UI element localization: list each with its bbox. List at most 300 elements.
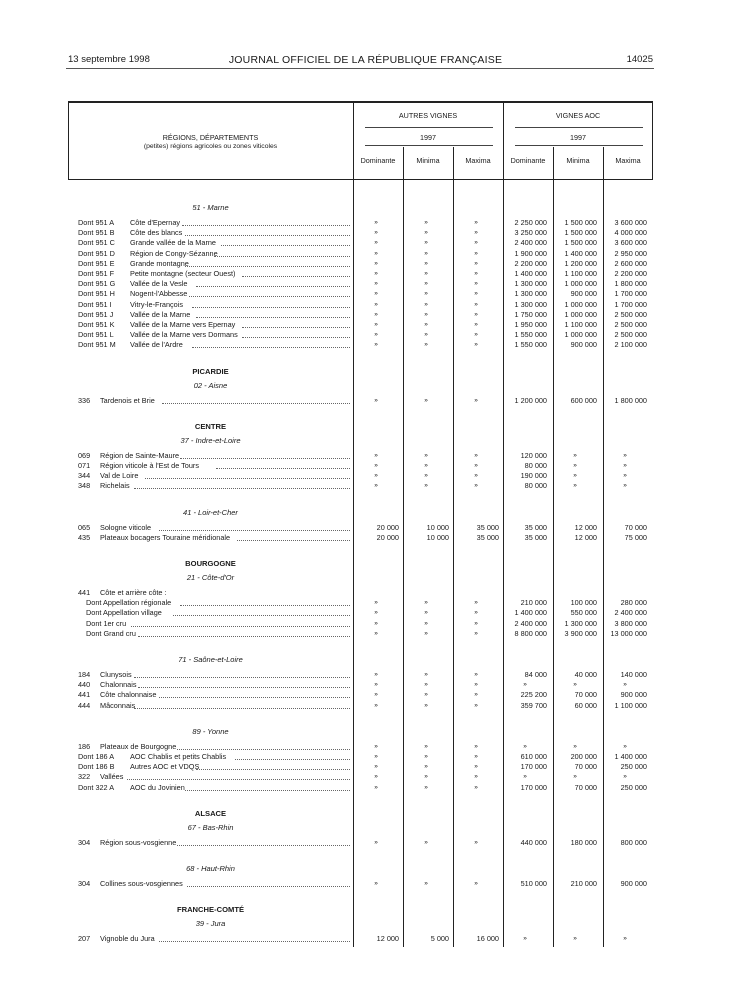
- value-autres-maxima: 35 000: [476, 532, 499, 542]
- dotted-leader: [134, 488, 350, 489]
- dotted-leader: [134, 708, 350, 709]
- year-vignes-aoc: 1997: [570, 133, 586, 142]
- value-autres-maxima: »: [474, 773, 478, 781]
- department-heading: 51 - Marne: [192, 203, 229, 212]
- value-aoc-maxima: 4 000 000: [614, 228, 647, 238]
- dotted-leader: [177, 845, 350, 846]
- dotted-leader: [214, 256, 350, 257]
- value-autres-dominante: »: [374, 249, 378, 257]
- value-aoc-minima: 1 100 000: [564, 269, 597, 278]
- value-aoc-minima: 1 400 000: [564, 248, 597, 258]
- dotted-leader: [131, 626, 350, 627]
- value-aoc-maxima: 1 400 000: [614, 752, 647, 761]
- value-aoc-dominante: 1 400 000: [514, 269, 547, 278]
- region-heading: ALSACE: [194, 808, 227, 818]
- value-aoc-dominante: »: [523, 681, 527, 689]
- row-code: 304: [78, 879, 91, 888]
- value-aoc-maxima: 1 100 000: [614, 700, 647, 710]
- value-aoc-maxima: »: [623, 773, 627, 781]
- value-autres-dominante: 20 000: [376, 532, 399, 542]
- dotted-leader: [162, 403, 350, 404]
- value-aoc-minima: »: [573, 773, 577, 781]
- value-autres-maxima: »: [474, 321, 478, 328]
- value-autres-minima: »: [424, 880, 428, 887]
- col-aoc-dominante: Dominante: [510, 156, 546, 165]
- value-autres-minima: »: [424, 310, 428, 318]
- value-autres-dominante: »: [374, 239, 378, 247]
- row-code: Dont 951 M: [78, 340, 116, 350]
- value-aoc-maxima: »: [623, 472, 627, 480]
- regions-heading: RÉGIONS, DÉPARTEMENTS: [162, 133, 259, 142]
- row-label: Chalonnais: [100, 680, 137, 690]
- value-aoc-dominante: 210 000: [520, 598, 547, 608]
- value-aoc-dominante: 1 300 000: [514, 279, 547, 289]
- row-code: 186: [78, 741, 91, 751]
- value-aoc-minima: 1 500 000: [564, 238, 597, 248]
- value-autres-dominante: »: [374, 331, 378, 339]
- row-code: 184: [78, 670, 91, 679]
- value-aoc-maxima: 250 000: [620, 762, 647, 772]
- value-aoc-minima: 1 000 000: [564, 309, 597, 319]
- dotted-leader: [242, 327, 350, 328]
- value-aoc-minima: 12 000: [574, 522, 597, 532]
- value-autres-dominante: »: [374, 341, 378, 349]
- value-aoc-maxima: 70 000: [624, 522, 647, 532]
- value-autres-maxima: »: [474, 249, 478, 257]
- value-aoc-dominante: 2 250 000: [514, 218, 547, 227]
- row-code: 441: [78, 588, 91, 597]
- value-autres-minima: »: [424, 472, 428, 480]
- value-autres-minima: »: [424, 280, 428, 288]
- dotted-leader: [134, 677, 350, 678]
- value-aoc-maxima: »: [623, 681, 627, 689]
- value-autres-dominante: »: [374, 701, 378, 709]
- dotted-leader: [182, 225, 350, 226]
- value-autres-dominante: »: [374, 270, 378, 277]
- row-code: 344: [78, 471, 91, 481]
- value-aoc-minima: 200 000: [570, 752, 597, 761]
- dotted-leader: [235, 759, 350, 760]
- value-aoc-dominante: 610 000: [520, 752, 547, 761]
- row-label: Grande montagne: [130, 258, 189, 268]
- value-aoc-maxima: 900 000: [620, 879, 647, 888]
- value-aoc-maxima: 900 000: [620, 690, 647, 700]
- value-autres-dominante: »: [374, 742, 378, 750]
- row-label: Clunysois: [100, 670, 132, 679]
- row-code: Dont 951 E: [78, 258, 115, 268]
- value-autres-maxima: »: [474, 671, 478, 678]
- row-label: Petite montagne (secteur Ouest): [130, 269, 236, 278]
- value-autres-minima: »: [424, 753, 428, 760]
- value-aoc-maxima: 140 000: [620, 670, 647, 679]
- row-code: 440: [78, 680, 91, 690]
- value-autres-dominante: »: [374, 451, 378, 459]
- value-aoc-minima: »: [573, 451, 577, 459]
- value-aoc-minima: 1 200 000: [564, 258, 597, 268]
- value-autres-maxima: »: [474, 763, 478, 771]
- value-autres-maxima: »: [474, 239, 478, 247]
- row-code: 336: [78, 395, 91, 405]
- value-aoc-dominante: »: [523, 742, 527, 750]
- value-autres-dominante: »: [374, 462, 378, 469]
- value-autres-dominante: »: [374, 482, 378, 490]
- value-aoc-maxima: 2 600 000: [614, 258, 647, 268]
- dotted-leader: [159, 697, 350, 698]
- dotted-leader: [242, 276, 350, 277]
- row-label: Vallée de la Marne vers Epernay: [130, 320, 236, 329]
- row-label: Vallée de l'Ardre: [130, 340, 183, 350]
- value-aoc-minima: »: [573, 462, 577, 469]
- value-autres-maxima: 35 000: [476, 522, 499, 532]
- value-aoc-dominante: 2 200 000: [514, 258, 547, 268]
- value-autres-maxima: »: [474, 290, 478, 298]
- value-autres-minima: »: [424, 773, 428, 781]
- department-heading: 39 - Jura: [195, 919, 226, 929]
- row-label: Mâconnais: [100, 700, 136, 710]
- row-code: Dont 951 J: [78, 309, 114, 319]
- value-aoc-maxima: 2 400 000: [614, 608, 647, 618]
- department-heading: 02 - Aisne: [193, 380, 228, 390]
- value-autres-maxima: »: [474, 219, 478, 226]
- value-autres-minima: »: [424, 341, 428, 349]
- value-aoc-maxima: 1 800 000: [614, 395, 647, 405]
- row-label: Plateaux bocagers Touraine méridionale: [100, 532, 231, 542]
- value-aoc-dominante: 510 000: [520, 879, 547, 888]
- value-autres-minima: »: [424, 599, 428, 607]
- value-aoc-maxima: 2 950 000: [614, 248, 647, 258]
- value-autres-minima: »: [424, 331, 428, 339]
- value-autres-dominante: »: [374, 259, 378, 267]
- value-autres-maxima: »: [474, 300, 478, 308]
- value-aoc-minima: 210 000: [570, 879, 597, 888]
- value-aoc-dominante: 1 300 000: [514, 289, 547, 299]
- row-code: 435: [78, 532, 91, 542]
- dotted-leader: [180, 605, 350, 606]
- region-heading: CENTRE: [194, 421, 227, 431]
- value-autres-dominante: »: [374, 671, 378, 678]
- row-code: Dont 951 H: [78, 289, 115, 299]
- dotted-leader: [180, 458, 350, 459]
- row-code: Dont 951 D: [78, 248, 115, 258]
- value-aoc-dominante: 1 300 000: [514, 299, 547, 309]
- row-label: Dont Appellation régionale: [86, 598, 172, 608]
- value-autres-minima: »: [424, 691, 428, 699]
- value-autres-minima: »: [424, 239, 428, 247]
- value-autres-maxima: »: [474, 482, 478, 490]
- value-autres-maxima: »: [474, 280, 478, 288]
- row-label: Vignoble du Jura: [100, 934, 155, 944]
- value-autres-dominante: »: [374, 300, 378, 308]
- col-autres-dominante: Dominante: [360, 156, 396, 165]
- value-aoc-maxima: 2 200 000: [614, 269, 647, 278]
- department-heading: 89 - Yonne: [192, 726, 229, 736]
- row-code: Dont 951 G: [78, 279, 116, 289]
- row-code: 322: [78, 772, 91, 782]
- value-autres-dominante: »: [374, 280, 378, 288]
- value-autres-maxima: »: [474, 629, 478, 637]
- department-heading: 71 - Saône-et-Loire: [178, 655, 243, 664]
- value-autres-dominante: »: [374, 838, 378, 846]
- row-label: Vallée de la Marne vers Dormans: [130, 330, 238, 340]
- value-autres-maxima: »: [474, 462, 478, 469]
- row-label: Côte des blancs: [130, 228, 183, 238]
- value-aoc-minima: 600 000: [570, 395, 597, 405]
- row-label: Nogent-l'Abbesse: [130, 289, 188, 299]
- value-autres-minima: »: [424, 229, 428, 237]
- row-label: Autres AOC et VDQS: [130, 762, 200, 772]
- dotted-leader: [196, 769, 350, 770]
- value-autres-maxima: »: [474, 259, 478, 267]
- value-autres-dominante: »: [374, 773, 378, 781]
- value-aoc-minima: 900 000: [570, 340, 597, 350]
- value-aoc-maxima: 2 100 000: [614, 340, 647, 350]
- value-autres-maxima: 16 000: [476, 934, 499, 944]
- row-code: Dont 186 B: [78, 762, 115, 772]
- row-code: Dont 951 C: [78, 238, 115, 248]
- row-code: 304: [78, 837, 91, 847]
- row-label: Val de Loire: [100, 471, 139, 481]
- value-autres-minima: »: [424, 396, 428, 404]
- row-label: Dont 1er cru: [86, 618, 127, 628]
- row-label: Région viticole à l'Est de Tours: [100, 461, 200, 470]
- value-aoc-dominante: 8 800 000: [514, 628, 547, 638]
- value-aoc-minima: 1 000 000: [564, 330, 597, 340]
- dotted-leader: [196, 286, 350, 287]
- col-aoc-maxima: Maxima: [615, 156, 641, 165]
- dotted-leader: [192, 347, 350, 348]
- value-aoc-dominante: 190 000: [520, 471, 547, 481]
- value-aoc-minima: 1 500 000: [564, 228, 597, 238]
- value-aoc-maxima: 2 500 000: [614, 330, 647, 340]
- region-heading: PICARDIE: [192, 366, 229, 376]
- row-label: Côte chalonnaise: [100, 690, 157, 700]
- row-label: Vallée de la Vesle: [130, 279, 188, 289]
- row-code: Dont 951 K: [78, 320, 115, 329]
- value-autres-minima: »: [424, 270, 428, 277]
- value-aoc-maxima: 3 600 000: [614, 238, 647, 248]
- value-autres-minima: »: [424, 482, 428, 490]
- row-code: 207: [78, 934, 91, 944]
- row-label: Côte d'Epernay: [130, 218, 181, 227]
- value-aoc-dominante: 170 000: [520, 782, 547, 792]
- value-aoc-dominante: 120 000: [520, 450, 547, 460]
- value-autres-maxima: »: [474, 341, 478, 349]
- dotted-leader: [177, 749, 350, 750]
- value-aoc-minima: 180 000: [570, 837, 597, 847]
- dotted-leader: [127, 779, 350, 780]
- value-aoc-maxima: 1 700 000: [614, 299, 647, 309]
- value-aoc-dominante: 1 200 000: [514, 395, 547, 405]
- value-aoc-dominante: »: [523, 773, 527, 781]
- value-autres-minima: »: [424, 290, 428, 298]
- value-aoc-dominante: 80 000: [524, 481, 547, 491]
- value-aoc-minima: 900 000: [570, 289, 597, 299]
- value-autres-minima: »: [424, 300, 428, 308]
- value-aoc-maxima: 1 800 000: [614, 279, 647, 289]
- value-aoc-dominante: 1 750 000: [514, 309, 547, 319]
- row-label: Grande vallée de la Marne: [130, 238, 216, 248]
- value-autres-maxima: »: [474, 310, 478, 318]
- dotted-leader: [242, 337, 350, 338]
- row-label: Dont Grand cru: [86, 628, 136, 638]
- value-autres-minima: »: [424, 763, 428, 771]
- value-aoc-minima: »: [573, 681, 577, 689]
- value-autres-minima: 10 000: [426, 522, 449, 532]
- value-aoc-dominante: 440 000: [520, 837, 547, 847]
- value-autres-minima: »: [424, 681, 428, 689]
- value-aoc-dominante: 1 400 000: [514, 608, 547, 618]
- value-aoc-maxima: »: [623, 462, 627, 469]
- value-autres-dominante: »: [374, 472, 378, 480]
- group-autres-vignes: AUTRES VIGNES: [398, 111, 458, 120]
- value-aoc-minima: 1 500 000: [564, 218, 597, 227]
- dotted-leader: [138, 687, 351, 688]
- value-autres-dominante: »: [374, 629, 378, 637]
- department-heading: 68 - Haut-Rhin: [186, 864, 235, 873]
- value-aoc-maxima: »: [623, 451, 627, 459]
- value-aoc-maxima: 13 000 000: [610, 628, 647, 638]
- department-heading: 67 - Bas-Rhin: [187, 822, 234, 832]
- value-aoc-dominante: 3 250 000: [514, 228, 547, 238]
- value-autres-maxima: »: [474, 742, 478, 750]
- value-aoc-minima: »: [573, 472, 577, 480]
- value-aoc-maxima: »: [623, 482, 627, 490]
- value-autres-minima: »: [424, 629, 428, 637]
- value-aoc-dominante: 1 950 000: [514, 320, 547, 329]
- value-autres-maxima: »: [474, 838, 478, 846]
- value-autres-dominante: 12 000: [376, 934, 399, 944]
- value-autres-minima: »: [424, 321, 428, 328]
- journal-title: JOURNAL OFFICIEL DE LA RÉPUBLIQUE FRANÇAISE: [228, 54, 503, 66]
- value-autres-maxima: »: [474, 783, 478, 791]
- row-code: Dont 951 I: [78, 299, 112, 309]
- value-aoc-minima: »: [573, 482, 577, 490]
- value-aoc-minima: 70 000: [574, 690, 597, 700]
- value-aoc-maxima: 75 000: [624, 532, 647, 542]
- row-label: Région de Sainte-Maure: [100, 450, 180, 460]
- value-autres-dominante: »: [374, 619, 378, 627]
- value-autres-maxima: »: [474, 609, 478, 617]
- row-code: 071: [78, 461, 91, 470]
- row-label: Région de Congy-Sézanne: [130, 248, 218, 258]
- value-autres-maxima: »: [474, 270, 478, 277]
- row-label: Vallées: [100, 772, 124, 782]
- row-label: Tardenois et Brie: [100, 395, 155, 405]
- value-aoc-maxima: 1 700 000: [614, 289, 647, 299]
- page-date: 13 septembre 1998: [68, 54, 150, 65]
- value-autres-minima: »: [424, 462, 428, 469]
- dotted-leader: [192, 307, 350, 308]
- value-autres-dominante: »: [374, 783, 378, 791]
- year-autres-vignes: 1997: [420, 133, 436, 142]
- value-autres-dominante: »: [374, 753, 378, 760]
- value-aoc-dominante: 2 400 000: [514, 618, 547, 628]
- row-label: Vallée de la Marne: [130, 309, 191, 319]
- dotted-leader: [159, 941, 350, 942]
- value-aoc-dominante: 80 000: [524, 461, 547, 470]
- value-autres-dominante: »: [374, 229, 378, 237]
- value-autres-minima: »: [424, 249, 428, 257]
- value-autres-minima: »: [424, 671, 428, 678]
- dotted-leader: [138, 636, 350, 637]
- row-code: Dont 186 A: [78, 752, 115, 761]
- value-aoc-dominante: »: [523, 935, 527, 943]
- row-label: Richelais: [100, 481, 130, 491]
- row-label: AOC du Jovinien: [130, 782, 185, 792]
- col-autres-maxima: Maxima: [465, 156, 491, 165]
- value-autres-dominante: »: [374, 310, 378, 318]
- value-aoc-dominante: 359 700: [520, 700, 547, 710]
- value-autres-maxima: »: [474, 619, 478, 627]
- department-heading: 41 - Loir-et-Cher: [183, 507, 238, 517]
- row-code: Dont 951 F: [78, 269, 115, 278]
- value-autres-dominante: »: [374, 880, 378, 887]
- value-aoc-minima: 60 000: [574, 700, 597, 710]
- value-autres-dominante: »: [374, 681, 378, 689]
- value-autres-minima: »: [424, 451, 428, 459]
- value-autres-dominante: »: [374, 763, 378, 771]
- value-autres-minima: »: [424, 219, 428, 226]
- row-label: Plateaux de Bourgogne: [100, 741, 177, 751]
- value-autres-maxima: »: [474, 753, 478, 760]
- value-autres-dominante: »: [374, 321, 378, 328]
- value-aoc-minima: 12 000: [574, 532, 597, 542]
- value-autres-minima: »: [424, 619, 428, 627]
- dotted-leader: [196, 317, 350, 318]
- value-aoc-dominante: 1 550 000: [514, 340, 547, 350]
- value-aoc-maxima: »: [623, 935, 627, 943]
- value-autres-maxima: »: [474, 701, 478, 709]
- value-aoc-dominante: 1 550 000: [514, 330, 547, 340]
- dotted-leader: [237, 540, 350, 541]
- row-label: Région sous-vosgienne: [100, 837, 177, 847]
- value-autres-minima: 10 000: [426, 532, 449, 542]
- value-autres-maxima: »: [474, 229, 478, 237]
- value-aoc-minima: 3 900 000: [564, 628, 597, 638]
- value-autres-dominante: »: [374, 609, 378, 617]
- row-label: Sologne viticole: [100, 522, 152, 532]
- value-autres-maxima: »: [474, 880, 478, 887]
- row-label: AOC Chablis et petits Chablis: [130, 752, 227, 761]
- row-code: 065: [78, 522, 91, 532]
- row-code: Dont 951 A: [78, 218, 115, 227]
- value-aoc-minima: 550 000: [570, 608, 597, 618]
- value-autres-dominante: »: [374, 290, 378, 298]
- col-aoc-minima: Minima: [566, 156, 590, 165]
- dotted-leader: [221, 245, 350, 246]
- value-aoc-maxima: 250 000: [620, 782, 647, 792]
- dotted-leader: [185, 266, 350, 267]
- row-label: Côte et arrière côte :: [100, 588, 167, 597]
- value-aoc-maxima: 3 600 000: [614, 218, 647, 227]
- dotted-leader: [187, 886, 350, 887]
- row-code: 444: [78, 700, 91, 710]
- value-aoc-dominante: 170 000: [520, 762, 547, 772]
- col-autres-minima: Minima: [416, 156, 440, 165]
- row-code: Dont 951 B: [78, 228, 115, 238]
- row-label: Collines sous-vosgiennes: [100, 879, 183, 888]
- value-aoc-maxima: 280 000: [620, 598, 647, 608]
- value-autres-minima: »: [424, 838, 428, 846]
- value-aoc-dominante: 2 400 000: [514, 238, 547, 248]
- value-autres-dominante: »: [374, 396, 378, 404]
- value-aoc-minima: 40 000: [574, 670, 597, 679]
- value-aoc-minima: 1 100 000: [564, 320, 597, 329]
- row-code: Dont 951 L: [78, 330, 114, 340]
- value-aoc-minima: 1 000 000: [564, 299, 597, 309]
- value-aoc-dominante: 1 900 000: [514, 248, 547, 258]
- value-autres-dominante: »: [374, 691, 378, 699]
